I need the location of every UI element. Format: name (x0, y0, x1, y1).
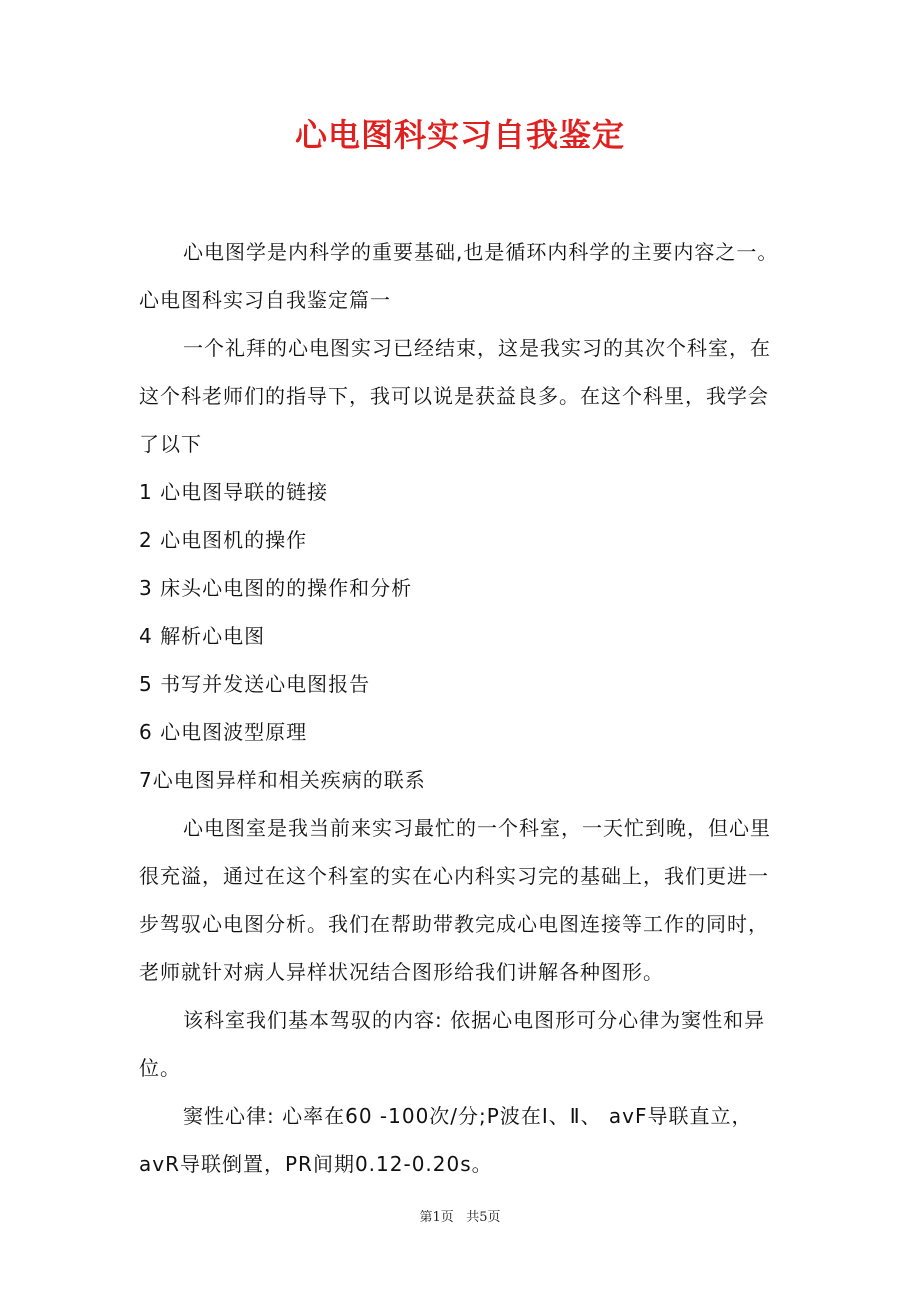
list-item: 6 心电图波型原理 (139, 720, 308, 744)
list-item: 5 书写并发送心电图报告 (139, 672, 371, 696)
list-item: 3 床头心电图的的操作和分析 (139, 576, 413, 600)
paragraph-sinus-rhythm: 窦性心律: 心率在60 -100次/分;P波在Ⅰ、Ⅱ、 avF导联直立，avR导联倒置，PR间期0.12-0.20s。 (139, 1104, 753, 1176)
list-item: 4 解析心电图 (139, 624, 266, 648)
list-item: 1 心电图导联的链接 (139, 480, 329, 504)
document-body (139, 228, 789, 1188)
page-total: 共5页 (466, 1210, 501, 1225)
list-item: 2 心电图机的操作 (139, 528, 308, 552)
document-title: 心电图科实习自我鉴定 (294, 116, 625, 154)
page-number: 第1页 (419, 1210, 454, 1225)
paragraph-content-mastered: 该科室我们基本驾驭的内容: 依据心电图形可分心律为窦性和异位。 (139, 1008, 766, 1080)
page-footer (0, 1206, 920, 1225)
paragraph-summary: 一个礼拜的心电图实习已经结束，这是我实习的其次个科室，在这个科老师们的指导下，我可以说是获益良多。在这个科里，我学会了以下 (139, 336, 771, 456)
paragraph-intro: 心电图学是内科学的重要基础,也是循环内科学的主要内容之一。心电图科实习自我鉴定篇一 (139, 240, 779, 312)
list-item: 7心电图异样和相关疾病的联系 (139, 768, 426, 792)
paragraph-busy-department: 心电图室是我当前来实习最忙的一个科室，一天忙到晚，但心里很充溢，通过在这个科室的实在心内科实习完的基础上，我们更进一步驾驭心电图分析。我们在帮助带教完成心电图连接等工作的同时，老师就针对病人异样状况结合图形给我们讲解各种图形。 (139, 816, 771, 984)
